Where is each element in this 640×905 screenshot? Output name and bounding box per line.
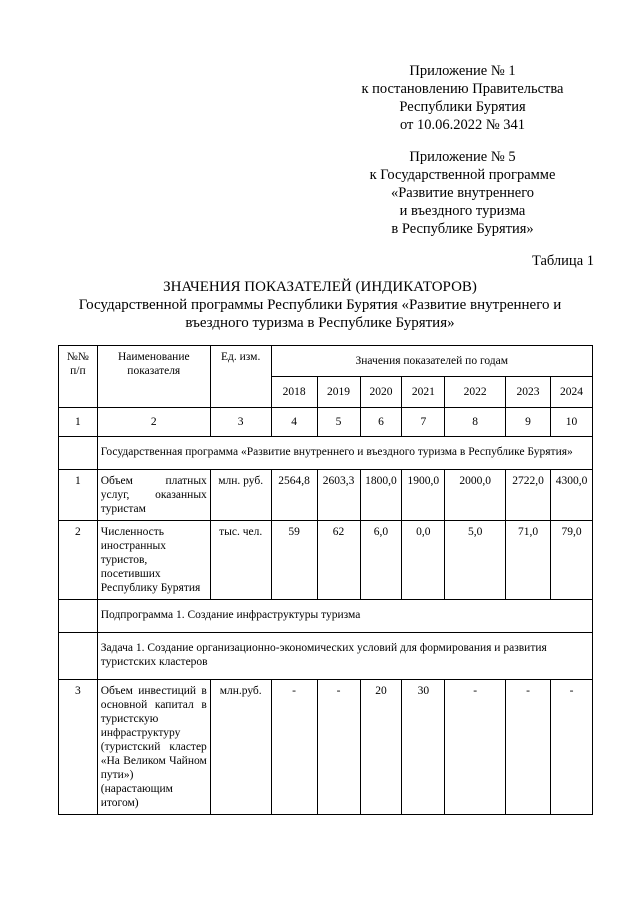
title-line: ЗНАЧЕНИЯ ПОКАЗАТЕЛЕЙ (ИНДИКАТОРОВ) bbox=[163, 279, 477, 295]
appendix-5-line: и въездного туризма bbox=[399, 203, 526, 219]
indicator-value: 30 bbox=[402, 680, 445, 815]
appendix-1-line: Приложение № 1 bbox=[409, 63, 516, 79]
appendix-5-line: к Государственной программе bbox=[369, 167, 556, 183]
column-number: 3 bbox=[210, 408, 271, 437]
header-year: 2020 bbox=[360, 377, 402, 408]
indicator-value: 59 bbox=[271, 521, 317, 600]
indicator-value: - bbox=[445, 680, 506, 815]
indicator-unit: млн. руб. bbox=[210, 470, 271, 521]
header-year: 2024 bbox=[551, 377, 593, 408]
indicator-name: Объем платных услуг, оказанных туристам bbox=[97, 470, 210, 521]
indicator-value: 2722,0 bbox=[506, 470, 551, 521]
indicator-unit: млн.руб. bbox=[210, 680, 271, 815]
appendix-5-header bbox=[290, 148, 635, 238]
indicator-value: 20 bbox=[360, 680, 402, 815]
indicator-value: 6,0 bbox=[360, 521, 402, 600]
row-number: 3 bbox=[59, 680, 98, 815]
column-number: 2 bbox=[97, 408, 210, 437]
column-number: 7 bbox=[402, 408, 445, 437]
column-number: 5 bbox=[317, 408, 360, 437]
indicator-name: Объем инвестиций в основной капитал в туристскую инфраструктуру (туристский кластер «На Великом Чайном пути») (нарастающим итогом) bbox=[97, 680, 210, 815]
indicator-value: 2564,8 bbox=[271, 470, 317, 521]
indicator-value: - bbox=[271, 680, 317, 815]
indicator-value: 5,0 bbox=[445, 521, 506, 600]
appendix-5-line: Приложение № 5 bbox=[409, 149, 516, 165]
indicator-value: - bbox=[506, 680, 551, 815]
indicator-value: 0,0 bbox=[402, 521, 445, 600]
header-unit: Ед. изм. bbox=[210, 346, 271, 408]
section-subprogram-row bbox=[59, 600, 593, 633]
section-subprogram: Подпрограмма 1. Создание инфраструктуры туризма bbox=[97, 600, 592, 633]
appendix-5-line: «Развитие внутреннего bbox=[390, 185, 535, 201]
table-label: Таблица 1 bbox=[531, 253, 594, 269]
column-number: 8 bbox=[445, 408, 506, 437]
indicator-value: - bbox=[551, 680, 593, 815]
row-number: 2 bbox=[59, 521, 98, 600]
appendix-1-header bbox=[290, 62, 635, 134]
indicators-table bbox=[58, 345, 593, 815]
column-number: 10 bbox=[551, 408, 593, 437]
row-number: 1 bbox=[59, 470, 98, 521]
header-name: Наименование показателя bbox=[97, 346, 210, 408]
indicator-value: 4300,0 bbox=[551, 470, 593, 521]
column-number: 6 bbox=[360, 408, 402, 437]
section-task-row bbox=[59, 633, 593, 680]
header-row bbox=[59, 346, 593, 377]
section-program-row bbox=[59, 437, 593, 470]
header-num: №№ п/п bbox=[59, 346, 98, 408]
header-year: 2018 bbox=[271, 377, 317, 408]
indicator-value: - bbox=[317, 680, 360, 815]
appendix-1-line: Республики Бурятия bbox=[399, 99, 526, 115]
header-year: 2023 bbox=[506, 377, 551, 408]
indicator-unit: тыс. чел. bbox=[210, 521, 271, 600]
title-line: въездного туризма в Республике Бурятия» bbox=[185, 315, 455, 331]
section-task: Задача 1. Создание организационно-экономических условий для формирования и развития туристских кластеров bbox=[97, 633, 592, 680]
indicator-value: 79,0 bbox=[551, 521, 593, 600]
column-number: 1 bbox=[59, 408, 98, 437]
appendix-1-line: к постановлению Правительства bbox=[361, 81, 564, 97]
column-numbers-row bbox=[59, 408, 593, 437]
header-values: Значения показателей по годам bbox=[271, 346, 592, 377]
title-line: Государственной программы Республики Бурятия «Развитие внутреннего и bbox=[78, 297, 562, 313]
appendix-5-line: в Республике Бурятия» bbox=[391, 221, 534, 237]
appendix-1-line: от 10.06.2022 № 341 bbox=[399, 117, 526, 133]
document-title bbox=[40, 278, 600, 332]
indicator-name: Численность иностранных туристов, посетивших Республику Бурятия bbox=[97, 521, 210, 600]
indicator-value: 1900,0 bbox=[402, 470, 445, 521]
indicator-value: 1800,0 bbox=[360, 470, 402, 521]
table-row bbox=[59, 470, 593, 521]
header-year: 2021 bbox=[402, 377, 445, 408]
header-year: 2022 bbox=[445, 377, 506, 408]
header-year: 2019 bbox=[317, 377, 360, 408]
indicator-value: 71,0 bbox=[506, 521, 551, 600]
table-row bbox=[59, 680, 593, 815]
column-number: 9 bbox=[506, 408, 551, 437]
indicator-value: 2603,3 bbox=[317, 470, 360, 521]
table-row bbox=[59, 521, 593, 600]
indicator-value: 62 bbox=[317, 521, 360, 600]
indicator-value: 2000,0 bbox=[445, 470, 506, 521]
column-number: 4 bbox=[271, 408, 317, 437]
section-program: Государственная программа «Развитие внутреннего и въездного туризма в Республике Бурятия» bbox=[97, 437, 592, 470]
